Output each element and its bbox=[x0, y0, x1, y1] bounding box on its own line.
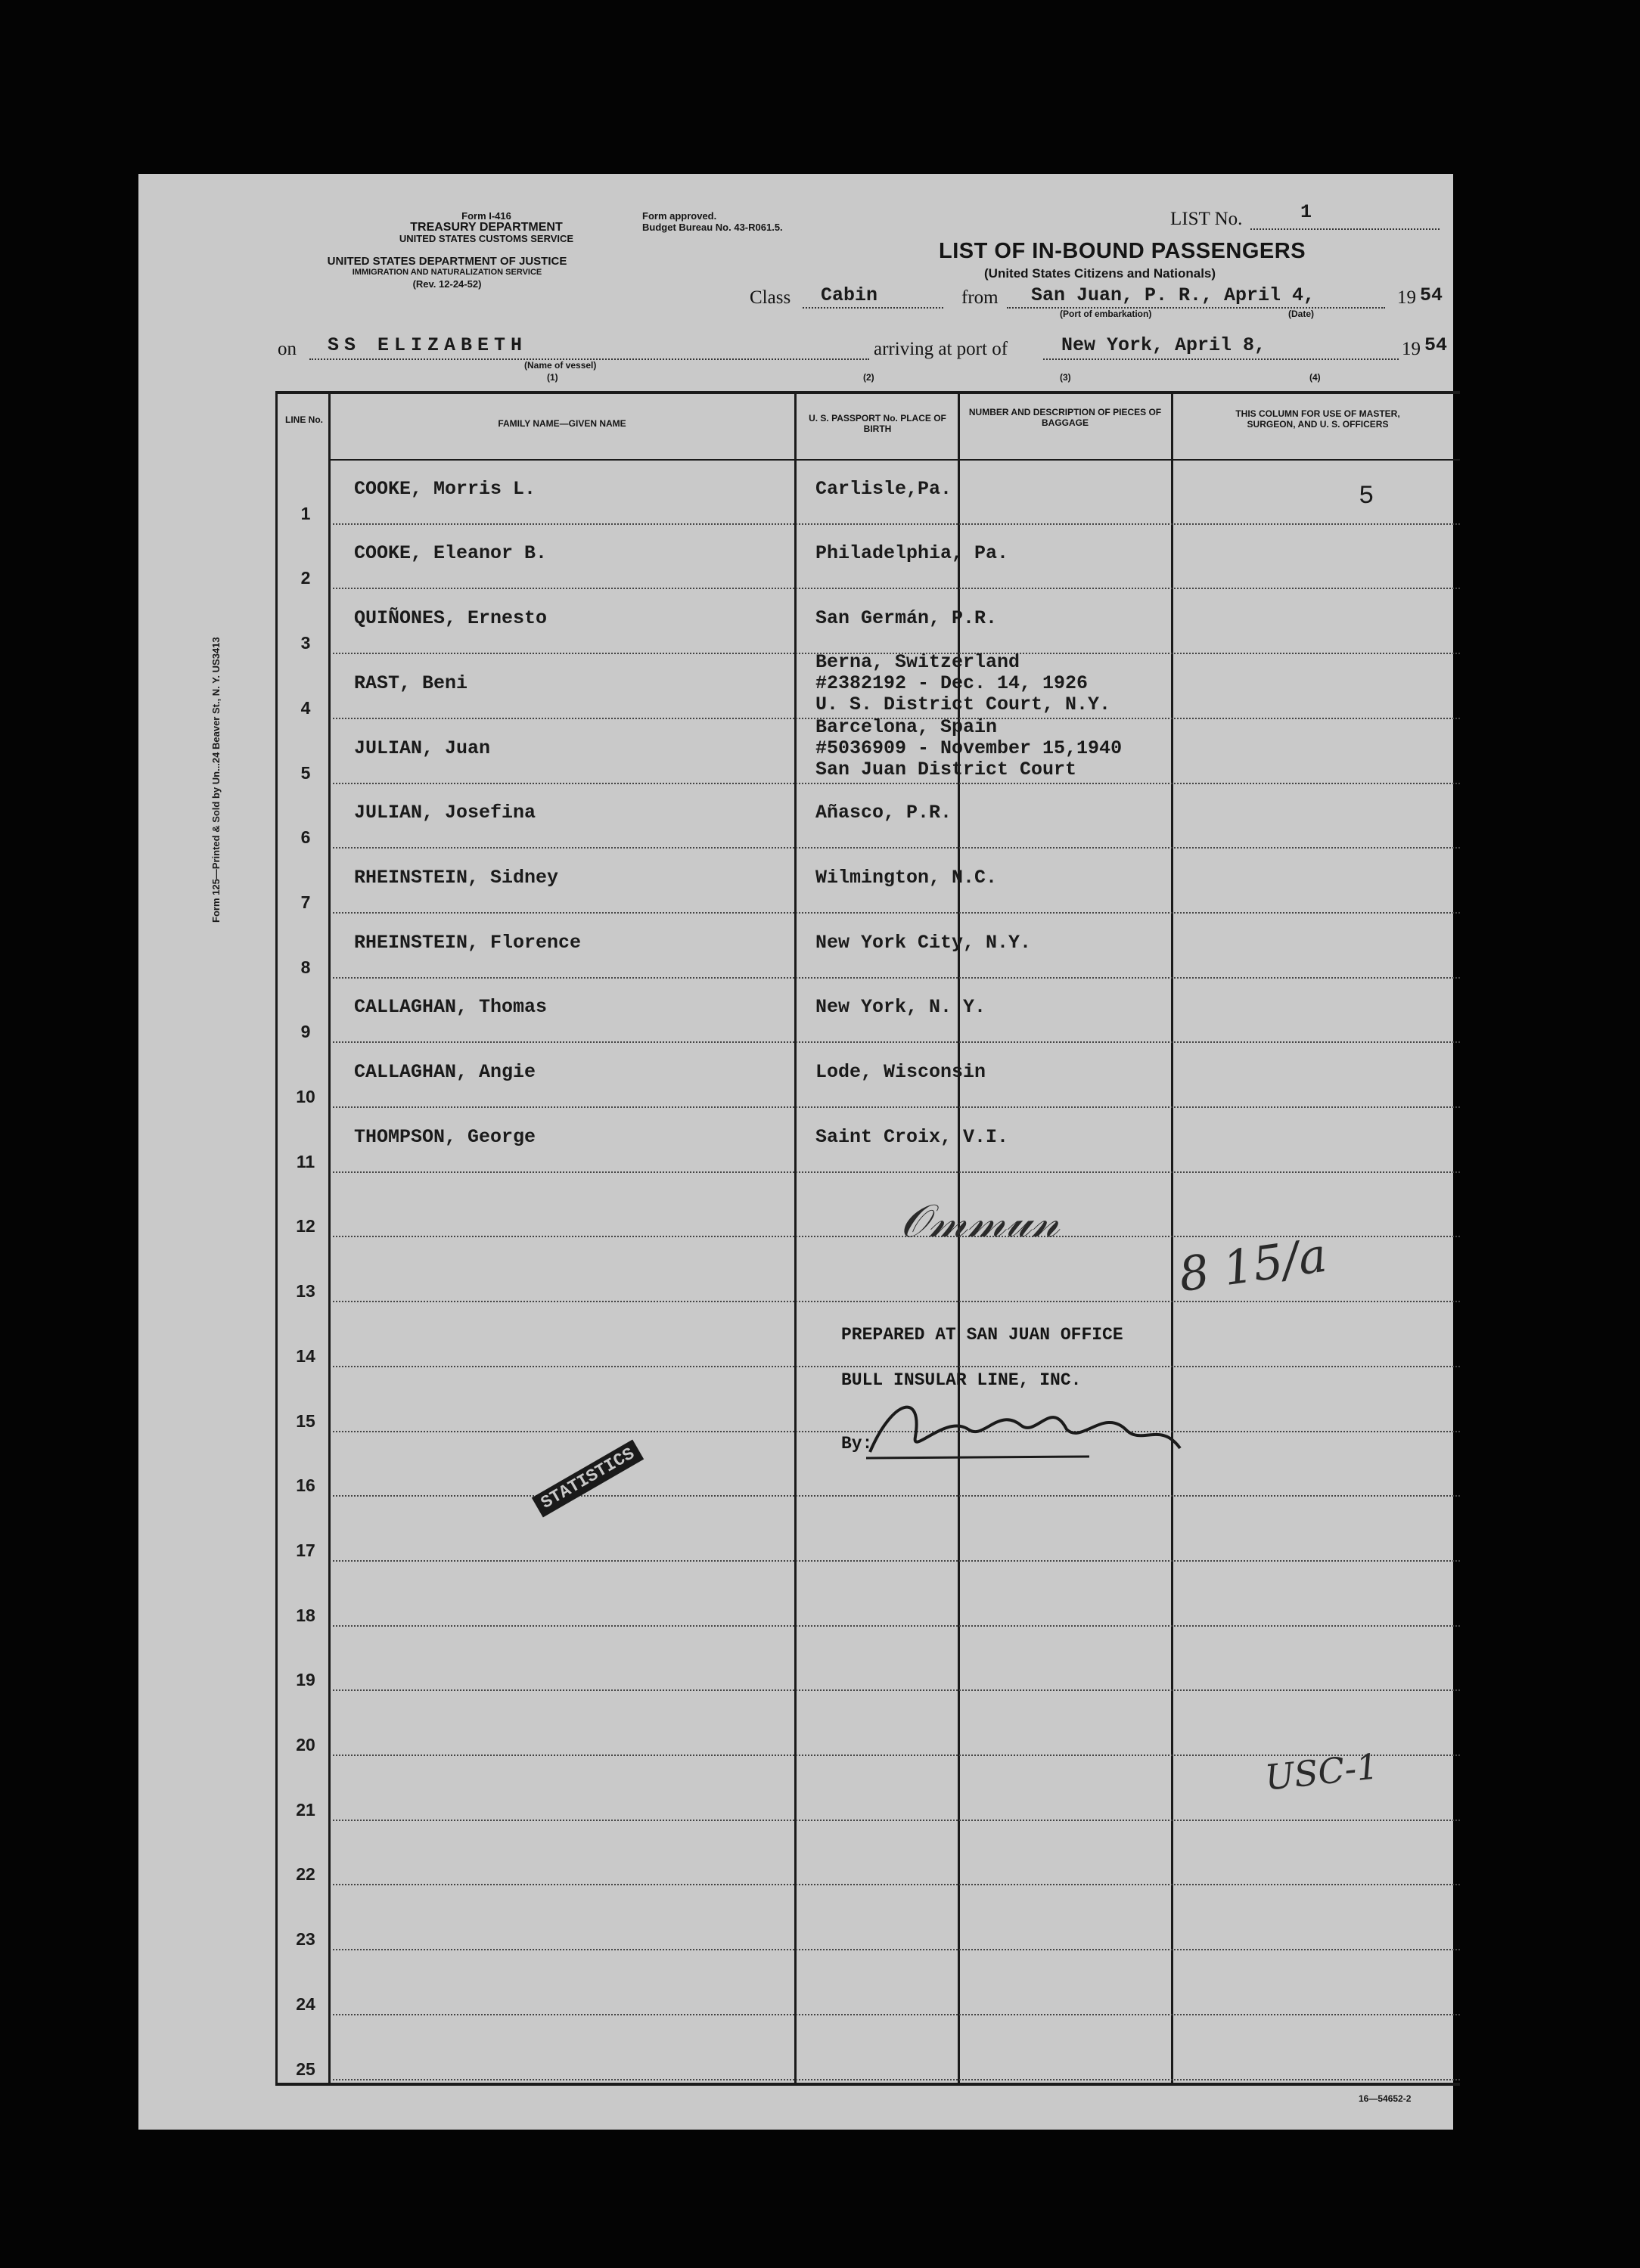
header-line-no: LINE No. bbox=[285, 414, 323, 425]
line-number: 6 bbox=[300, 827, 311, 848]
row-rule bbox=[333, 1041, 1460, 1043]
treasury-label: TREASURY DEPARTMENT bbox=[410, 221, 563, 234]
place-of-birth: U. S. District Court, N.Y. bbox=[815, 693, 1111, 715]
row-rule bbox=[333, 847, 1460, 849]
place-of-birth: San Germán, P.R. bbox=[815, 607, 998, 630]
arrival-year-prefix: 19 bbox=[1402, 339, 1421, 359]
line-number: 4 bbox=[300, 697, 311, 718]
from-label: from bbox=[961, 287, 999, 308]
row-rule bbox=[333, 588, 1460, 589]
line-number: 2 bbox=[300, 568, 311, 588]
budget-bureau-line: Budget Bureau No. 43-R061.5. bbox=[642, 222, 783, 233]
place-of-birth: #5036909 - November 15,1940 bbox=[815, 737, 1123, 759]
port-embark-caption: (Port of embarkation) bbox=[1060, 309, 1152, 319]
row-rule bbox=[333, 1884, 1460, 1885]
line-number: 13 bbox=[296, 1281, 315, 1302]
place-of-birth: New York City, N.Y. bbox=[815, 931, 1032, 954]
header-passport: U. S. PASSPORT No. PLACE OF BIRTH bbox=[809, 413, 946, 434]
place-of-birth: Carlisle,Pa. bbox=[815, 477, 952, 500]
row-rule bbox=[333, 912, 1460, 914]
line-number: 23 bbox=[296, 1929, 315, 1950]
column-number: (2) bbox=[863, 372, 874, 383]
class-line bbox=[803, 307, 943, 309]
line-number: 8 bbox=[300, 957, 311, 977]
header-divider bbox=[330, 459, 1460, 461]
passenger-name: RAST, Beni bbox=[354, 672, 468, 694]
handwritten-note-line12: 8 15/a bbox=[1175, 1227, 1331, 1303]
line-number: 19 bbox=[296, 1670, 315, 1690]
row-rule bbox=[333, 1560, 1460, 1562]
line-number: 15 bbox=[296, 1410, 315, 1431]
place-of-birth: New York, N. Y. bbox=[815, 996, 986, 1019]
line-number: 22 bbox=[296, 1864, 315, 1885]
arriving-line bbox=[1043, 358, 1399, 360]
line-number: 25 bbox=[296, 2059, 315, 2079]
passenger-name: COOKE, Eleanor B. bbox=[354, 542, 548, 565]
year-prefix: 19 bbox=[1397, 287, 1416, 308]
from-value: San Juan, P. R., April 4, bbox=[1031, 284, 1315, 306]
line-number: 12 bbox=[296, 1216, 315, 1236]
table-left-border bbox=[275, 391, 278, 2086]
list-no-line bbox=[1250, 228, 1440, 230]
vessel-value: SS ELIZABETH bbox=[328, 334, 528, 356]
form-number: Form I-416 bbox=[461, 210, 511, 222]
passenger-name: JULIAN, Juan bbox=[354, 737, 491, 759]
passenger-name: RHEINSTEIN, Florence bbox=[354, 931, 582, 954]
arriving-label: arriving at port of bbox=[874, 339, 1008, 359]
column-divider bbox=[1171, 391, 1173, 2086]
line-number: 17 bbox=[296, 1540, 315, 1560]
line-number: 7 bbox=[300, 892, 311, 912]
list-no-value: 1 bbox=[1300, 201, 1312, 223]
line-number: 9 bbox=[300, 1022, 311, 1042]
column-divider bbox=[328, 391, 331, 2086]
place-of-birth: Lode, Wisconsin bbox=[815, 1061, 986, 1083]
column-number: (1) bbox=[547, 372, 558, 383]
vessel-caption: (Name of vessel) bbox=[524, 360, 597, 371]
row-rule bbox=[333, 1625, 1460, 1627]
form-id-block bbox=[396, 210, 577, 244]
row-rule bbox=[333, 1689, 1460, 1691]
line-number: 14 bbox=[296, 1345, 315, 1366]
officer-note: 5 bbox=[1359, 482, 1374, 511]
row-rule bbox=[333, 1495, 1460, 1497]
row-rule bbox=[333, 1301, 1460, 1302]
line-number: 16 bbox=[296, 1475, 315, 1496]
place-of-birth: #2382192 - Dec. 14, 1926 bbox=[815, 672, 1089, 694]
line-number: 10 bbox=[296, 1087, 315, 1106]
line-number: 21 bbox=[296, 1799, 315, 1820]
handwritten-mark: 𝒪𝓂𝓂𝓊𝓃 bbox=[900, 1195, 1060, 1248]
approval-line: Form approved. bbox=[642, 210, 717, 222]
on-label: on bbox=[278, 339, 297, 359]
line-number: 5 bbox=[300, 762, 311, 783]
doj-label: UNITED STATES DEPARTMENT OF JUSTICE bbox=[327, 255, 567, 268]
passenger-name: RHEINSTEIN, Sidney bbox=[354, 866, 559, 889]
date-caption: (Date) bbox=[1288, 309, 1315, 319]
year-value: 54 bbox=[1420, 284, 1443, 306]
line-number: 11 bbox=[296, 1151, 315, 1171]
line-number: 1 bbox=[300, 503, 311, 523]
line-number: 3 bbox=[300, 633, 311, 653]
row-rule bbox=[333, 1949, 1460, 1950]
line-number: 18 bbox=[296, 1605, 315, 1625]
header-name: FAMILY NAME—GIVEN NAME bbox=[498, 418, 626, 429]
row-rule bbox=[333, 2014, 1460, 2015]
arriving-value: New York, April 8, bbox=[1061, 334, 1266, 356]
company-stamp: BULL INSULAR LINE, INC. bbox=[841, 1370, 1082, 1390]
place-of-birth: Barcelona, Spain bbox=[815, 715, 998, 738]
row-rule bbox=[333, 1366, 1460, 1367]
table-bottom-border bbox=[275, 2083, 1460, 2086]
row-rule bbox=[333, 2079, 1460, 2080]
header-officers: THIS COLUMN FOR USE OF MASTER, SURGEON, AND U. S. OFFICERS bbox=[1235, 408, 1400, 430]
class-value: Cabin bbox=[821, 284, 878, 306]
handwritten-note-line20: USC-1 bbox=[1263, 1745, 1381, 1798]
arrival-year-value: 54 bbox=[1424, 334, 1448, 356]
prepared-stamp: PREPARED AT SAN JUAN OFFICE bbox=[841, 1325, 1123, 1345]
place-of-birth: San Juan District Court bbox=[815, 758, 1077, 780]
place-of-birth: Berna, Switzerland bbox=[815, 650, 1020, 673]
passenger-name: THOMPSON, George bbox=[354, 1125, 536, 1148]
row-rule bbox=[333, 1820, 1460, 1821]
revision-label: (Rev. 12-24-52) bbox=[412, 278, 482, 290]
place-of-birth: Saint Croix, V.I. bbox=[815, 1125, 1009, 1148]
row-rule bbox=[333, 1106, 1460, 1108]
line-number: 24 bbox=[296, 1993, 315, 2014]
row-rule bbox=[333, 1171, 1460, 1173]
column-number: (3) bbox=[1060, 372, 1071, 383]
form-subtitle: (United States Citizens and Nationals) bbox=[984, 266, 1216, 281]
ins-label: IMMIGRATION AND NATURALIZATION SERVICE bbox=[352, 268, 542, 277]
customs-label: UNITED STATES CUSTOMS SERVICE bbox=[399, 233, 574, 244]
line-number: 20 bbox=[296, 1735, 315, 1755]
place-of-birth: Philadelphia, Pa. bbox=[815, 542, 1009, 565]
footer-code: 16—54652-2 bbox=[1359, 2093, 1412, 2104]
passenger-name: CALLAGHAN, Angie bbox=[354, 1061, 536, 1083]
class-label: Class bbox=[750, 287, 791, 308]
approval-block bbox=[642, 210, 783, 233]
row-rule bbox=[333, 783, 1460, 784]
place-of-birth: Wilmington, N.C. bbox=[815, 866, 998, 889]
passenger-name: CALLAGHAN, Thomas bbox=[354, 996, 548, 1019]
column-divider bbox=[794, 391, 797, 2086]
passenger-name: QUIÑONES, Ernesto bbox=[354, 607, 548, 630]
list-no-label: LIST No. bbox=[1170, 209, 1243, 229]
passenger-name: COOKE, Morris L. bbox=[354, 477, 536, 500]
row-rule bbox=[333, 523, 1460, 525]
signature bbox=[862, 1384, 1188, 1475]
row-rule bbox=[333, 977, 1460, 979]
statistics-stamp: STATISTICS bbox=[532, 1440, 644, 1518]
doj-block bbox=[273, 256, 621, 290]
side-imprint: Form 125—Printed & Sold by Un...24 Beaver St., N. Y. US3413 bbox=[210, 637, 222, 923]
column-number: (4) bbox=[1309, 372, 1321, 383]
passenger-name: JULIAN, Josefina bbox=[354, 802, 536, 824]
table-top-border bbox=[275, 391, 1460, 394]
by-label: By: bbox=[841, 1434, 873, 1454]
header-baggage: NUMBER AND DESCRIPTION OF PIECES OF BAGGAGE bbox=[968, 407, 1162, 428]
place-of-birth: Añasco, P.R. bbox=[815, 802, 952, 824]
form-title: LIST OF IN-BOUND PASSENGERS bbox=[939, 239, 1306, 263]
